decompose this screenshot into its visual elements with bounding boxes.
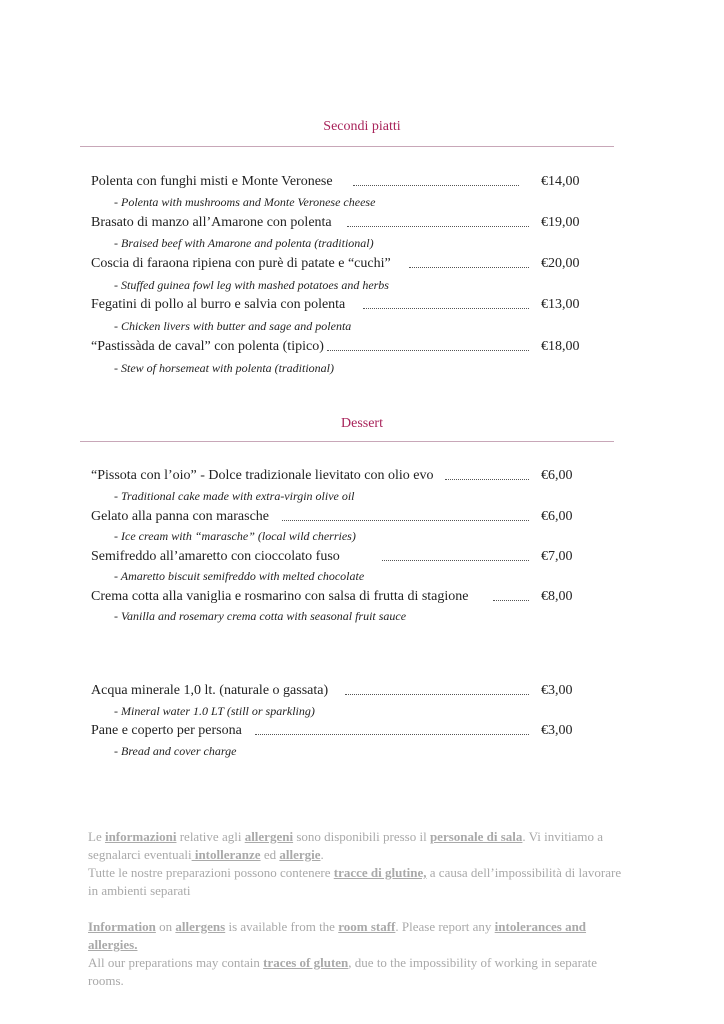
- note-text: relative agli: [176, 829, 245, 844]
- menu-item: [91, 509, 583, 527]
- section-divider: [80, 441, 614, 442]
- menu-item: [91, 174, 583, 192]
- item-price: €14,00: [541, 174, 580, 189]
- leader-dots: [347, 226, 529, 227]
- note-highlight: allergeni: [244, 829, 294, 844]
- item-price: €6,00: [541, 468, 573, 483]
- note-text: Le: [88, 829, 105, 844]
- note-highlight: personale di sala: [429, 829, 523, 844]
- menu-item: [91, 215, 583, 233]
- item-description: - Stuffed guinea fowl leg with mashed potatoes and herbs: [114, 278, 389, 292]
- menu-item: [91, 589, 583, 607]
- item-description: - Traditional cake made with extra-virgin olive oil: [114, 489, 355, 503]
- note-highlight: intolleranze: [191, 847, 261, 862]
- note-text: . Please report any: [395, 919, 495, 934]
- item-name: Crema cotta alla vaniglia e rosmarino con salsa di frutta di stagione: [91, 589, 469, 604]
- menu-item: [91, 549, 583, 567]
- item-name: Brasato di manzo all’Amarone con polenta: [91, 215, 332, 230]
- leader-dots: [282, 520, 529, 521]
- item-description: - Stew of horsemeat with polenta (traditional): [114, 361, 334, 375]
- section-title-secondi: Secondi piatti: [323, 119, 401, 134]
- item-name: Polenta con funghi misti e Monte Veronese: [91, 174, 333, 189]
- leader-dots: [327, 350, 529, 351]
- note-highlight: room staff: [338, 919, 396, 934]
- leader-dots: [363, 308, 529, 309]
- note-text: sono disponibili presso il: [293, 829, 430, 844]
- note-text: Tutte le nostre preparazioni possono contenere: [88, 865, 334, 880]
- item-description: - Braised beef with Amarone and polenta (traditional): [114, 236, 374, 250]
- item-description: - Vanilla and rosemary crema cotta with seasonal fruit sauce: [114, 609, 407, 623]
- item-description: - Amaretto biscuit semifreddo with melted chocolate: [114, 569, 365, 583]
- section-title-dessert: Dessert: [341, 416, 383, 431]
- note-highlight: allergie: [279, 847, 321, 862]
- menu-item: [91, 468, 583, 486]
- note-text: ed: [260, 847, 280, 862]
- item-name: Pane e coperto per persona: [91, 723, 242, 738]
- note-text: on: [155, 919, 176, 934]
- menu-item: [91, 683, 583, 701]
- note-text: All our preparations may contain: [88, 955, 264, 970]
- leader-dots: [409, 267, 529, 268]
- item-name: “Pastissàda de caval” con polenta (tipico): [91, 339, 324, 354]
- section-divider: [80, 146, 614, 147]
- item-price: €3,00: [541, 723, 573, 738]
- item-description: - Chicken livers with butter and sage and polenta: [114, 319, 352, 333]
- leader-dots: [493, 600, 529, 601]
- menu-item: [91, 339, 583, 357]
- leader-dots: [445, 479, 529, 480]
- item-name: “Pissota con l’oio” - Dolce tradizionale lievitato con olio evo: [91, 468, 434, 483]
- item-price: €7,00: [541, 549, 573, 564]
- leader-dots: [345, 694, 529, 695]
- note-text: .: [320, 847, 324, 862]
- item-description: - Mineral water 1.0 LT (still or sparkling): [114, 704, 315, 718]
- item-price: €3,00: [541, 683, 573, 698]
- note-text: . Vi invitiamo a segnalarci eventuali: [88, 829, 604, 862]
- note-text: is available from the: [225, 919, 339, 934]
- menu-item: [91, 723, 583, 741]
- note-highlight: Information: [88, 919, 156, 934]
- leader-dots: [382, 560, 529, 561]
- item-description: - Bread and cover charge: [114, 744, 237, 758]
- note-highlight: intolerances and allergies.: [88, 919, 587, 952]
- allergen-note-english: [88, 918, 633, 990]
- leader-dots: [255, 734, 529, 735]
- item-name: Coscia di faraona ripiena con purè di patate e “cuchi”: [91, 256, 391, 271]
- item-name: Gelato alla panna con marasche: [91, 509, 270, 524]
- menu-item: [91, 256, 583, 274]
- leader-dots: [353, 185, 519, 186]
- item-name: Fegatini di pollo al burro e salvia con polenta: [91, 297, 346, 312]
- item-price: €19,00: [541, 215, 580, 230]
- item-name: Semifreddo all’amaretto con cioccolato fuso: [91, 549, 340, 564]
- note-highlight: informazioni: [104, 829, 177, 844]
- item-description: - Ice cream with “marasche” (local wild cherries): [114, 529, 356, 543]
- item-description: - Polenta with mushrooms and Monte Veronese cheese: [114, 195, 376, 209]
- note-highlight: tracce di glutine,: [333, 865, 427, 880]
- item-name: Acqua minerale 1,0 lt. (naturale o gassata): [91, 683, 329, 698]
- note-text: , due to the impossibility of working in separate rooms.: [88, 955, 598, 988]
- note-highlight: allergens: [175, 919, 226, 934]
- item-price: €13,00: [541, 297, 580, 312]
- item-price: €20,00: [541, 256, 580, 271]
- item-price: €8,00: [541, 589, 573, 604]
- allergen-note-italian: [88, 828, 633, 900]
- note-text: a causa dell’impossibilità di lavorare in ambienti separati: [88, 865, 622, 898]
- menu-item: [91, 297, 583, 315]
- item-price: €18,00: [541, 339, 580, 354]
- note-highlight: traces of gluten: [263, 955, 349, 970]
- item-price: €6,00: [541, 509, 573, 524]
